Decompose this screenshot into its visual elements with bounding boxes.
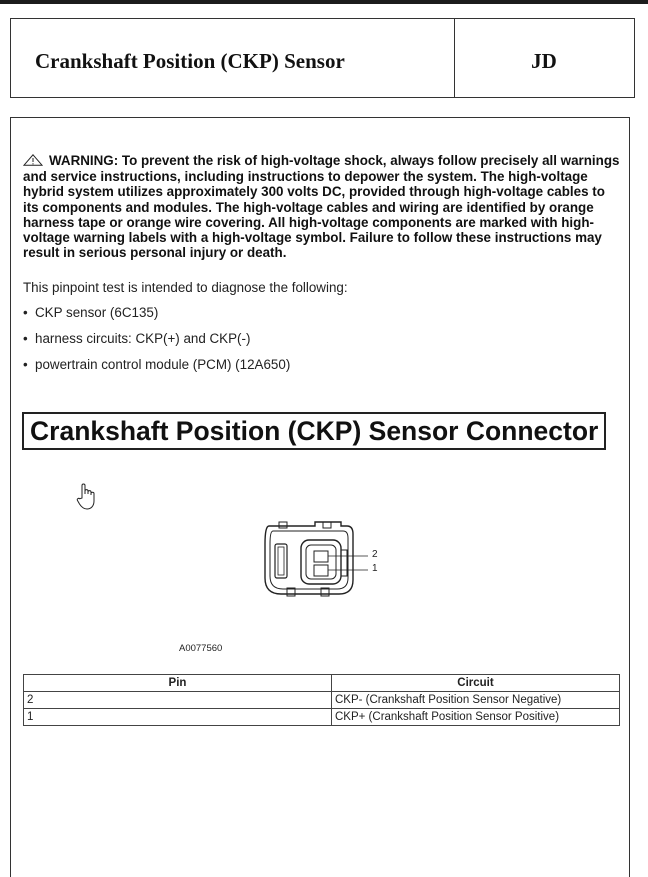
warning-block xyxy=(23,153,621,260)
pin-circuit-table xyxy=(23,674,620,726)
circuit-cell: CKP+ (Crankshaft Position Sensor Positive) xyxy=(332,709,620,726)
warning-triangle-icon xyxy=(23,154,43,169)
hand-pointer-icon xyxy=(75,482,99,517)
figure-id: A0077560 xyxy=(179,643,223,654)
header-box xyxy=(10,18,635,98)
section-title: Crankshaft Position (CKP) Sensor Connector xyxy=(22,412,606,450)
table-row xyxy=(24,692,620,709)
pin-label-2: 2 xyxy=(372,549,378,560)
list-item: • harness circuits: CKP(+) and CKP(-) xyxy=(23,331,251,346)
pin-cell: 1 xyxy=(24,709,332,726)
content-box xyxy=(10,117,630,877)
list-item: • powertrain control module (PCM) (12A650) xyxy=(23,357,291,372)
pin-label-1: 1 xyxy=(372,563,378,574)
header-pin: Pin xyxy=(24,675,332,692)
connector-diagram xyxy=(255,516,385,611)
pinpoint-test-code: JD xyxy=(531,49,557,73)
intro-text: This pinpoint test is intended to diagnose the following: xyxy=(23,280,348,295)
diagnose-list xyxy=(23,304,290,382)
pin-cell: 2 xyxy=(24,692,332,709)
table-header-row xyxy=(24,675,620,692)
header-circuit: Circuit xyxy=(332,675,620,692)
warning-text: WARNING: To prevent the risk of high-voltage shock, always follow precisely all warnings and service instructions, including instructions to depower the system. The high-voltage hybrid system utilizes approximately 300 volts DC, provided through high-voltage cables to its components and modules. The high-voltage cables and wiring are identified by orange harness tape or orange wire covering. All high-voltage components are marked with high-voltage warning labels with a high-voltage symbol. Failure to follow these instructions may result in serious personal injury or death. xyxy=(23,153,620,261)
top-rule xyxy=(0,0,648,4)
table-row xyxy=(24,709,620,726)
circuit-cell: CKP- (Crankshaft Position Sensor Negative) xyxy=(332,692,620,709)
list-item: • CKP sensor (6C135) xyxy=(23,305,159,320)
page-title: Crankshaft Position (CKP) Sensor xyxy=(35,49,345,73)
